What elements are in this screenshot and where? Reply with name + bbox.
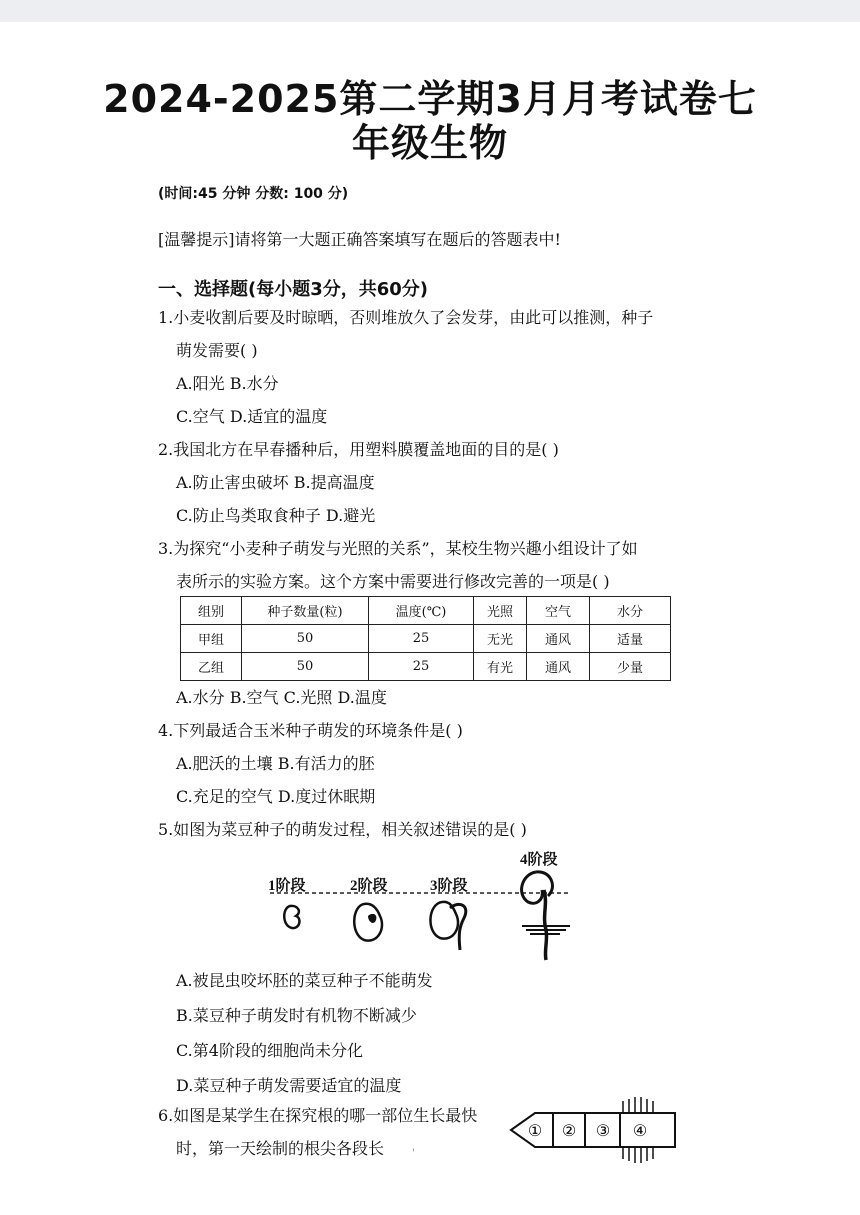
- cotyledon-stage4-icon: [522, 872, 543, 903]
- table-cell: 乙组: [181, 653, 242, 681]
- viewer-top-bar: [0, 0, 860, 22]
- q3-options: A.水分 B.空气 C.光照 D.温度: [176, 688, 387, 707]
- table-cell: 无光: [474, 625, 527, 653]
- q3-stem: 3.为探究“小麦种子萌发与光照的关系”，某校生物兴趣小组设计了如: [158, 539, 638, 558]
- q1-stem-cont: 萌发需要( ): [176, 341, 258, 360]
- q1-stem: 1.小麦收割后要及时晾晒，否则堆放久了会发芽，由此可以推测，种子: [158, 308, 654, 327]
- exam-title-line1: 2024-2025第二学期3月月考试卷七: [103, 77, 757, 121]
- table-cell: 25: [369, 653, 474, 681]
- table-header-cell: 光照: [474, 597, 527, 625]
- q2-options-cd: C.防止鸟类取食种子 D.避光: [176, 506, 376, 525]
- stage-label: 4阶段: [520, 852, 558, 868]
- table-cell: 25: [369, 625, 474, 653]
- tip-text: [温馨提示]请将第一大题正确答案填写在题后的答题表中!: [158, 230, 561, 249]
- q5-option-c: C.第4阶段的细胞尚未分化: [176, 1041, 363, 1060]
- table-cell: 通风: [527, 625, 590, 653]
- table-cell: 50: [242, 625, 369, 653]
- segment-label: ④: [632, 1121, 648, 1140]
- table-header-cell: 空气: [527, 597, 590, 625]
- page-footer-mark: ': [412, 1148, 415, 1159]
- stage-label: 1阶段: [268, 878, 306, 894]
- q2-options-ab: A.防止害虫破坏 B.提高温度: [176, 473, 375, 492]
- table-cell: 适量: [590, 625, 671, 653]
- segment-label: ②: [561, 1121, 577, 1140]
- q1-options-cd: C.空气 D.适宜的温度: [176, 407, 328, 426]
- radicle-stage2-icon: [368, 914, 376, 923]
- q4-options-cd: C.充足的空气 D.度过休眠期: [176, 787, 376, 806]
- q6-stem-cont: 时，第一天绘制的根尖各段长: [176, 1139, 385, 1158]
- seed-stage3-icon: [430, 902, 458, 939]
- q3-stem-cont: 表所示的实验方案。这个方案中需要进行修改完善的一项是( ): [176, 572, 610, 591]
- section-heading: 一、选择题(每小题3分，共60分): [158, 279, 429, 300]
- table-header-row: [181, 597, 671, 625]
- q1-options-ab: A.阳光 B.水分: [176, 374, 279, 393]
- root-tip-figure: [505, 1095, 680, 1165]
- table-header-cell: 温度(℃): [369, 597, 474, 625]
- segment-label: ③: [595, 1121, 611, 1140]
- q6-stem: 6.如图是某学生在探究根的哪一部位生长最快: [158, 1106, 478, 1125]
- table-cell: 50: [242, 653, 369, 681]
- experiment-table: [180, 596, 671, 681]
- table-header-cell: 组别: [181, 597, 242, 625]
- table-cell: 通风: [527, 653, 590, 681]
- seed-stage1-icon: [284, 906, 299, 928]
- table-row: [181, 625, 671, 653]
- stage-label: 3阶段: [430, 878, 468, 894]
- q5-option-a: A.被昆虫咬坏胚的菜豆种子不能萌发: [176, 971, 433, 990]
- table-cell: 有光: [474, 653, 527, 681]
- bean-germination-figure: [260, 860, 580, 970]
- q4-stem: 4.下列最适合玉米种子萌发的环境条件是( ): [158, 721, 463, 740]
- table-row: [181, 653, 671, 681]
- q4-options-ab: A.肥沃的土壤 B.有活力的胚: [176, 754, 375, 773]
- table-header-cell: 水分: [590, 597, 671, 625]
- exam-title-line2: 年级生物: [351, 121, 508, 165]
- table-cell: 甲组: [181, 625, 242, 653]
- q5-option-b: B.菜豆种子萌发时有机物不断减少: [176, 1006, 417, 1025]
- q5-option-d: D.菜豆种子萌发需要适宜的温度: [176, 1076, 402, 1095]
- segment-label: ①: [527, 1121, 543, 1140]
- table-cell: 少量: [590, 653, 671, 681]
- table-header-cell: 种子数量(粒): [242, 597, 369, 625]
- q2-stem: 2.我国北方在早春播种后，用塑料膜覆盖地面的目的是( ): [158, 440, 559, 459]
- exam-info: (时间:45 分钟 分数: 100 分): [158, 186, 349, 202]
- stage-label: 2阶段: [350, 878, 388, 894]
- q5-stem: 5.如图为菜豆种子的萌发过程，相关叙述错误的是( ): [158, 820, 527, 839]
- seed-stage2-icon: [354, 904, 382, 941]
